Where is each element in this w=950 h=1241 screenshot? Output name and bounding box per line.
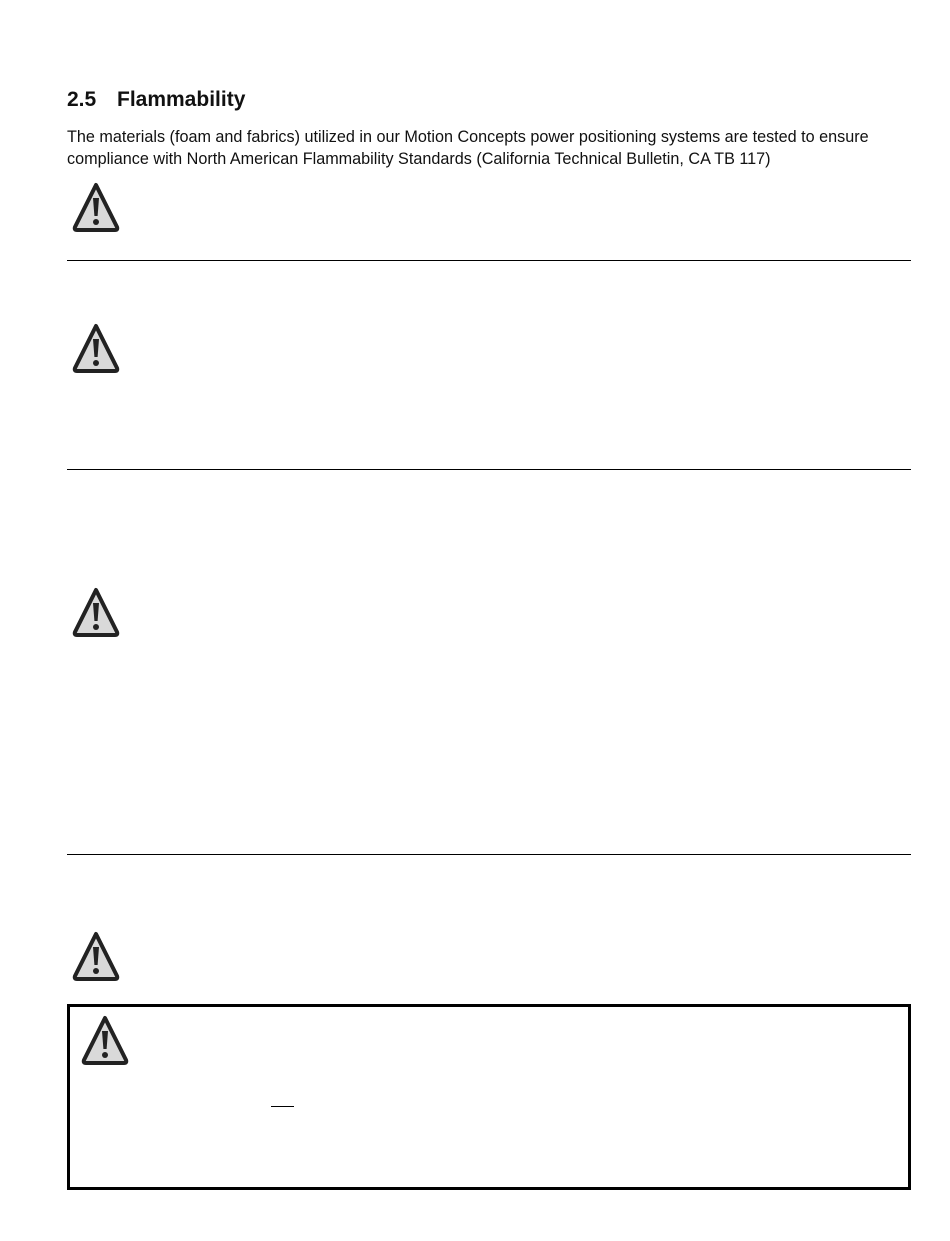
section-divider <box>67 260 911 261</box>
section-title: Flammability <box>117 88 246 111</box>
warning-icon <box>81 1013 129 1065</box>
warning-box <box>67 1004 911 1190</box>
section-divider <box>67 469 911 470</box>
underline-mark <box>271 1106 294 1107</box>
section-divider <box>67 854 911 855</box>
warning-icon <box>72 929 120 981</box>
warning-icon <box>72 585 120 637</box>
warning-icon <box>72 180 120 232</box>
warning-icon <box>72 321 120 373</box>
section-heading <box>67 86 245 114</box>
section-number: 2.5 <box>67 88 97 111</box>
intro-paragraph: The materials (foam and fabrics) utilized in our Motion Concepts power positioning systems are tested to ensure compliance with North American Flammability Standards (California Technical Bulletin, CA TB 117) <box>67 128 869 168</box>
